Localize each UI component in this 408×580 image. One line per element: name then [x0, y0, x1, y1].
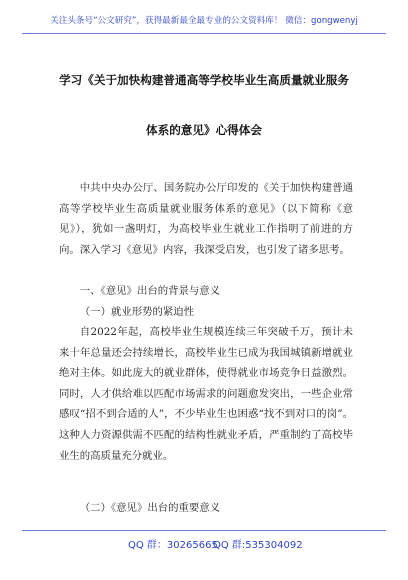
footer-divider [22, 530, 386, 531]
banner-divider [22, 33, 386, 34]
footer-qq-group-2: QQ 群:535304092 [213, 540, 303, 551]
subsection-1-heading: （一）就业形势的紧迫性 [79, 306, 195, 318]
document-title-line-2: 体系的意见》心得体会 [146, 123, 262, 137]
subsection-2-heading: （二）《意见》出台的重要意义 [79, 502, 221, 514]
subsection-1-paragraph: 自2022年起，高校毕业生规模连续三年突破千万，预计未来十年总量还会持续增长，高校毕业生已成为我国城镇新增就业绝对主体。如此庞大的就业群体，使得就业市场竞争日益激烈。同时，人才供给难以匹配市场需求的问题愈发突出，一些企业常感叹“招不到合适的人”，不少毕业生也困惑“找不到对口的岗”。这种人力资源供需不匹配的结构性就业矛盾，严重制约了高校毕业生的高质量充分就业。 [59, 326, 353, 462]
intro-paragraph: 中共中央办公厅、国务院办公厅印发的《关于加快构建普通高等学校毕业生高质量就业服务体系的意见》（以下简称《意见》），犹如一盏明灯，为高校毕业生就业工作指明了前进的方向。深入学习《意见》内容，我深受启发，也引发了诸多思考。 [59, 182, 353, 256]
footer-qq-group-1: QQ 群：30265665 [128, 540, 218, 551]
top-banner: 关注头条号“公文研究”，获得最新最全最专业的公文资料库！ 微信：gongwenyj [50, 16, 358, 26]
document-title-line-1: 学习《关于加快构建普通高等学校毕业生高质量就业服务 [59, 73, 349, 87]
section-1-heading: 一、《意见》出台的背景与意义 [79, 285, 221, 297]
